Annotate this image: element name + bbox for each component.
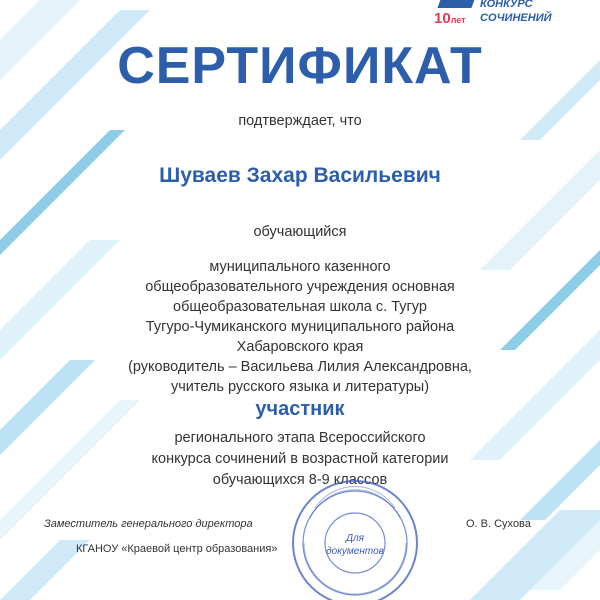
student-label: обучающийся <box>253 224 347 240</box>
recipient-name: Шуваев Захар Васильевич <box>159 164 441 187</box>
event-line: конкурса сочинений в возрастной категории <box>151 451 449 467</box>
institution-line: общеобразовательного учреждения основная <box>145 279 455 295</box>
participant-role: участник <box>255 398 345 420</box>
official-stamp <box>290 478 420 600</box>
signer-position: Заместитель генерального директора <box>44 518 253 530</box>
institution-line: общеобразовательная школа с. Тугур <box>173 299 427 315</box>
confirms-text: подтверждает, что <box>238 113 362 129</box>
signer-name: О. В. Сухова <box>466 518 531 530</box>
contest-logo <box>420 0 600 40</box>
institution-line: учитель русского языка и литературы) <box>170 379 430 395</box>
logo-line-1: КОНКУРС <box>480 0 533 10</box>
institution-line: муниципального казенного <box>209 259 391 275</box>
event-line: регионального этапа Всероссийского <box>174 430 426 446</box>
institution-line: Тугуро-Чумиканского муниципального района <box>145 319 455 335</box>
stamp-text-1: Для <box>345 533 365 544</box>
certificate-title: СЕРТИФИКАТ <box>117 37 483 95</box>
signer-organization: КГАНОУ «Краевой центр образования» <box>76 543 278 555</box>
logo-years: 10лет <box>434 10 466 27</box>
institution-line: (руководитель – Васильева Лилия Александровна, <box>128 359 472 375</box>
institution-line: Хабаровского края <box>236 339 364 355</box>
event-line: обучающихся 8-9 классов <box>212 472 388 488</box>
logo-line-2: СОЧИНЕНИЙ <box>480 12 552 24</box>
stamp-text-2: документов <box>326 546 384 557</box>
logo-flag-icon <box>437 0 476 8</box>
